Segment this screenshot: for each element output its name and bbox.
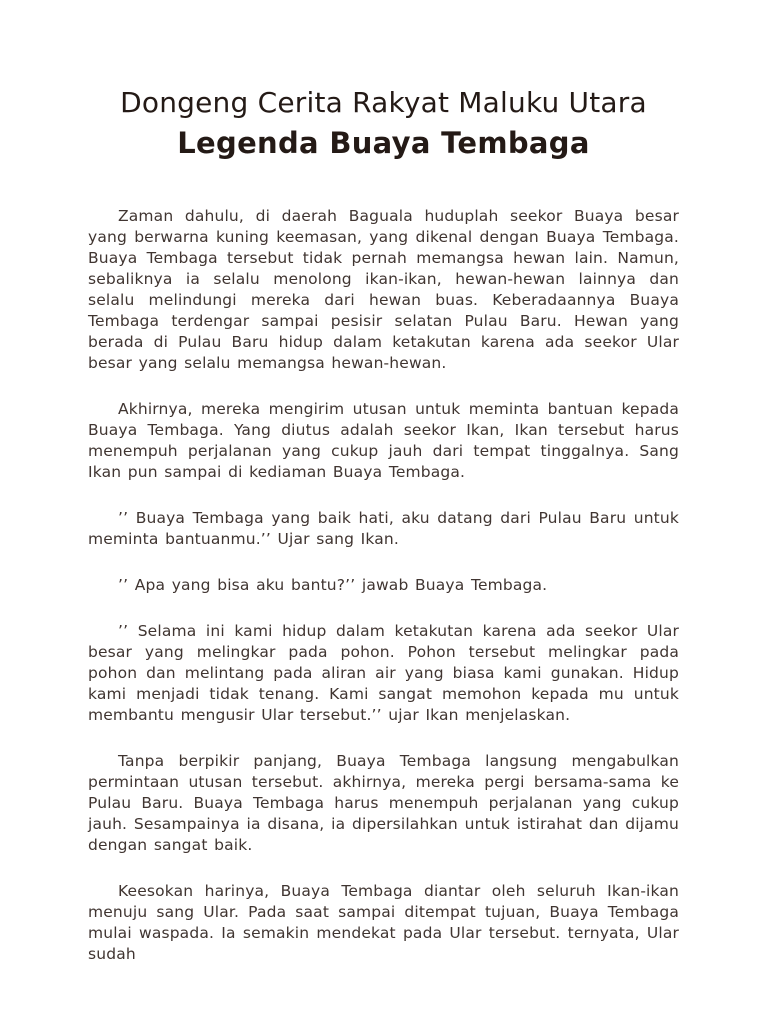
page-content [88, 0, 679, 990]
story-paragraph: Keesokan harinya, Buaya Tembaga diantar oleh seluruh Ikan-ikan menuju sang Ular. Pada saat sampai ditempat tujuan, Buaya Tembaga mulai waspada. Ia semakin mendekat pada Ular tersebut. ternyata, Ular sudah [88, 882, 679, 963]
story-body [88, 206, 679, 965]
page-title: Dongeng Cerita Rakyat Maluku Utara [120, 86, 647, 119]
story-paragraph: ’’ Apa yang bisa aku bantu?’’ jawab Buaya Tembaga. [118, 576, 548, 594]
page-subtitle: Legenda Buaya Tembaga [177, 126, 590, 160]
story-paragraph: ’’ Buaya Tembaga yang baik hati, aku datang dari Pulau Baru untuk meminta bantuanmu.’’ Ujar sang Ikan. [88, 509, 679, 548]
story-paragraph: Akhirnya, mereka mengirim utusan untuk meminta bantuan kepada Buaya Tembaga. Yang diutus adalah seekor Ikan, Ikan tersebut harus menempuh perjalanan yang cukup jauh dari tempat tinggalnya. Sang Ikan pun sampai di kediaman Buaya Tembaga. [88, 400, 679, 481]
story-paragraph: Tanpa berpikir panjang, Buaya Tembaga langsung mengabulkan permintaan utusan tersebut. akhirnya, mereka pergi bersama-sama ke Pulau Baru. Buaya Tembaga harus menempuh perjalanan yang cukup jauh. Sesampainya ia disana, ia dipersilahkan untuk istirahat dan dijamu dengan sangat baik. [88, 752, 679, 854]
story-paragraph: ’’ Selama ini kami hidup dalam ketakutan karena ada seekor Ular besar yang melingkar pada pohon. Pohon tersebut melingkar pada pohon dan melintang pada aliran air yang biasa kami gunakan. Hidup kami menjadi tidak tenang. Kami sangat memohon kepada mu untuk membantu mengusir Ular tersebut.’’ ujar Ikan menjelaskan. [88, 622, 679, 724]
story-paragraph: Zaman dahulu, di daerah Baguala huduplah seekor Buaya besar yang berwarna kuning keemasan, yang dikenal dengan Buaya Tembaga. Buaya Tembaga tersebut tidak pernah memangsa hewan lain. Namun, sebaliknya ia selalu menolong ikan-ikan, hewan-hewan lainnya dan selalu melindungi mereka dari hewan buas. Keberadaannya Buaya Tembaga terdengar sampai pesisir selatan Pulau Baru. Hewan yang berada di Pulau Baru hidup dalam ketakutan karena ada seekor Ular besar yang selalu memangsa hewan-hewan. [88, 207, 679, 372]
